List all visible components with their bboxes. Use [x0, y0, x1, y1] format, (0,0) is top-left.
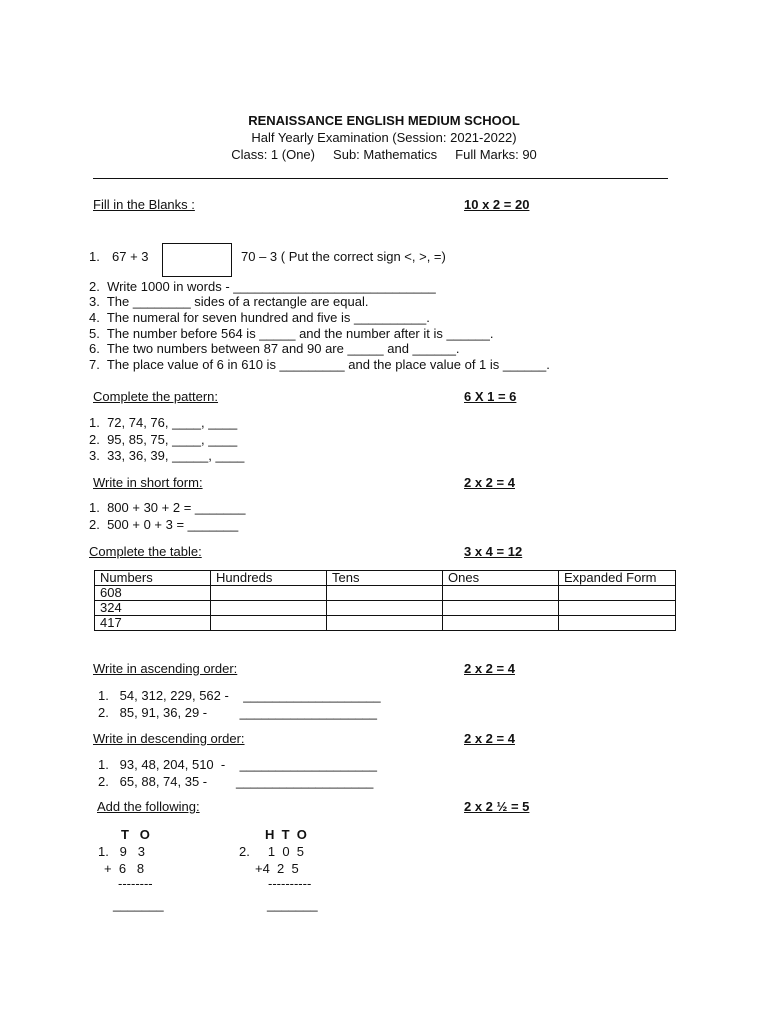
table-header-cell: Tens: [327, 571, 443, 586]
table-row: [95, 601, 676, 616]
table-row: [95, 616, 676, 631]
section-fill-blanks-title: Fill in the Blanks :: [93, 197, 195, 212]
section-addition-marks: 2 x 2 ½ = 5: [464, 799, 530, 814]
table-cell[interactable]: [559, 586, 676, 601]
addition-1-bottom: + 6 8: [104, 861, 145, 876]
table-header-row: [95, 571, 676, 586]
comparison-left: 67 + 3: [112, 249, 149, 264]
list-item: 1. 800 + 30 + 2 = _______: [89, 500, 246, 515]
list-item: 2. 95, 85, 75, ____, ____: [89, 432, 238, 447]
addition-2-bottom: +4 2 5: [255, 861, 299, 876]
list-item: 6. The two numbers between 87 and 90 are _____ and ______.: [89, 341, 460, 356]
list-item: 1. 54, 312, 229, 562 - ___________________: [98, 688, 381, 703]
list-item: 2. Write 1000 in words - ____________________________: [89, 279, 436, 294]
addition-1-dash: --------: [118, 876, 153, 891]
place-header-to: T O: [121, 827, 150, 842]
section-short-form-title: Write in short form:: [93, 475, 203, 490]
section-ascending-marks: 2 x 2 = 4: [464, 661, 515, 676]
section-short-form-marks: 2 x 2 = 4: [464, 475, 515, 490]
section-table-marks: 3 x 4 = 12: [464, 544, 523, 559]
addition-1-answer: _______: [113, 897, 164, 912]
table-cell[interactable]: [211, 586, 327, 601]
section-pattern-marks: 6 X 1 = 6: [464, 389, 517, 404]
class-subject-marks: Class: 1 (One) Sub: Mathematics Full Marks: 90: [231, 147, 537, 162]
section-addition-title: Add the following:: [97, 799, 200, 814]
list-item: 4. The numeral for seven hundred and five is __________.: [89, 310, 430, 325]
list-item: 7. The place value of 6 in 610 is _________ and the place value of 1 is ______.: [89, 357, 550, 372]
table-cell[interactable]: [327, 586, 443, 601]
table-cell[interactable]: [443, 616, 559, 631]
place-value-table: [94, 570, 676, 631]
table-cell[interactable]: [211, 616, 327, 631]
school-name: RENAISSANCE ENGLISH MEDIUM SCHOOL: [248, 113, 520, 128]
table-header-cell: Expanded Form: [559, 571, 676, 586]
list-item: 2. 85, 91, 36, 29 - ___________________: [98, 705, 378, 720]
addition-2-top: 2. 1 0 5: [239, 844, 305, 859]
header-divider: [93, 178, 668, 179]
table-cell[interactable]: [559, 601, 676, 616]
section-descending-marks: 2 x 2 = 4: [464, 731, 515, 746]
table-cell[interactable]: [211, 601, 327, 616]
list-item: 1. 72, 74, 76, ____, ____: [89, 415, 238, 430]
table-row: [95, 586, 676, 601]
list-item: 5. The number before 564 is _____ and the number after it is ______.: [89, 326, 494, 341]
addition-2-answer: _______: [267, 897, 318, 912]
list-item: 2. 500 + 0 + 3 = _______: [89, 517, 239, 532]
table-cell[interactable]: [327, 601, 443, 616]
section-fill-blanks-marks: 10 x 2 = 20: [464, 197, 530, 212]
table-cell[interactable]: [443, 601, 559, 616]
answer-box[interactable]: [162, 243, 232, 277]
table-cell: 324: [95, 601, 211, 616]
list-item: 1. 93, 48, 204, 510 - ___________________: [98, 757, 378, 772]
addition-2-dash: ----------: [268, 876, 312, 891]
list-item: 3. The ________ sides of a rectangle are equal.: [89, 294, 369, 309]
addition-1-top: 1. 9 3: [98, 844, 145, 859]
place-header-hto: H T O: [265, 827, 307, 842]
comparison-right: 70 – 3 ( Put the correct sign <, >, =): [241, 249, 446, 264]
question-number: 1.: [89, 249, 100, 264]
table-cell[interactable]: [443, 586, 559, 601]
list-item: 2. 65, 88, 74, 35 - ___________________: [98, 774, 374, 789]
table-cell[interactable]: [327, 616, 443, 631]
table-cell: 417: [95, 616, 211, 631]
section-descending-title: Write in descending order:: [93, 731, 245, 746]
section-ascending-title: Write in ascending order:: [93, 661, 238, 676]
table-cell[interactable]: [559, 616, 676, 631]
exam-title: Half Yearly Examination (Session: 2021-2022): [251, 130, 517, 145]
section-pattern-title: Complete the pattern:: [93, 389, 219, 404]
table-cell: 608: [95, 586, 211, 601]
table-header-cell: Hundreds: [211, 571, 327, 586]
table-header-cell: Numbers: [95, 571, 211, 586]
list-item: 3. 33, 36, 39, _____, ____: [89, 448, 245, 463]
table-header-cell: Ones: [443, 571, 559, 586]
section-table-title: Complete the table:: [89, 544, 202, 559]
